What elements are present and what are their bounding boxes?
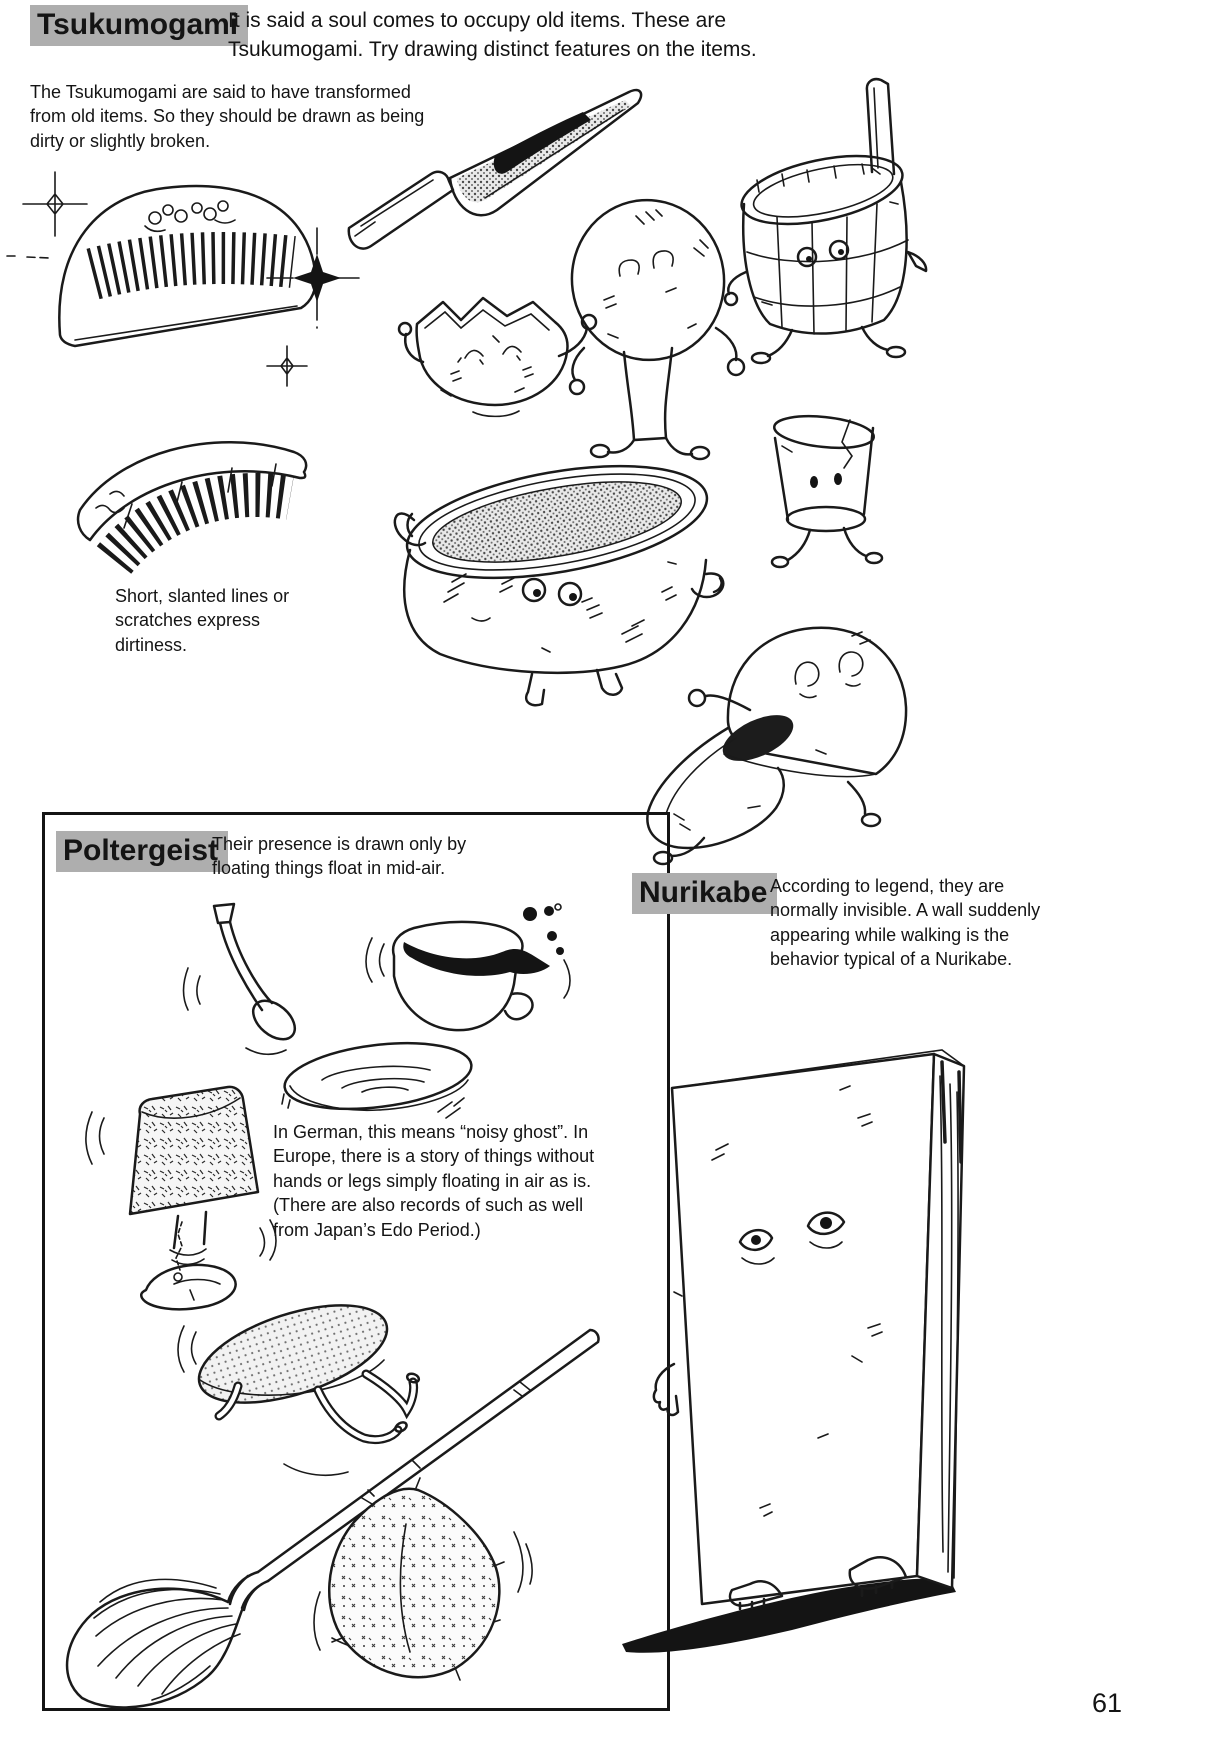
sparkle-icon <box>267 346 307 386</box>
nurikabe-intro: According to legend, they are normally invisible. A wall suddenly appearing while walking is the behavior typical of a Nurikabe. <box>770 876 1041 970</box>
poltergeist-heading: Poltergeist <box>56 834 228 868</box>
saucer-illustration <box>278 1028 478 1128</box>
toothed-comb-illustration <box>62 412 312 592</box>
pot-handle-left <box>395 514 425 546</box>
glass-character-illustration <box>752 402 907 582</box>
pot-handle-right <box>692 573 723 597</box>
poltergeist-intro: Their presence is drawn only by floating things float in mid-air. <box>212 834 467 879</box>
page-number: 61 <box>1092 1688 1123 1718</box>
bucket-character-illustration <box>722 72 927 352</box>
tsukumogami-intro: It is said a soul comes to occupy old items. These are Tsukumogami. Try drawing distinct features on the items. <box>228 9 757 61</box>
tsukumogami-heading: Tsukumogami <box>30 8 248 42</box>
dirtiness-caption: Short, slanted lines or scratches express dirtiness. <box>115 586 290 655</box>
tsukumogami-note: The Tsukumogami are said to have transformed from old items. So they should be drawn as being dirty or slightly broken. <box>30 82 425 151</box>
rice-scoop-character-illustration <box>548 188 748 460</box>
nurikabe-illustration <box>612 992 1067 1662</box>
poltergeist-body: In German, this means “noisy ghost”. In Europe, there is a story of things without hands or legs simply floating in air as is. (There are also records of such as well from Japan’s Edo Period.) <box>273 1122 595 1240</box>
nurikabe-heading: Nurikabe <box>632 876 777 910</box>
cushion-illustration <box>298 1472 533 1707</box>
